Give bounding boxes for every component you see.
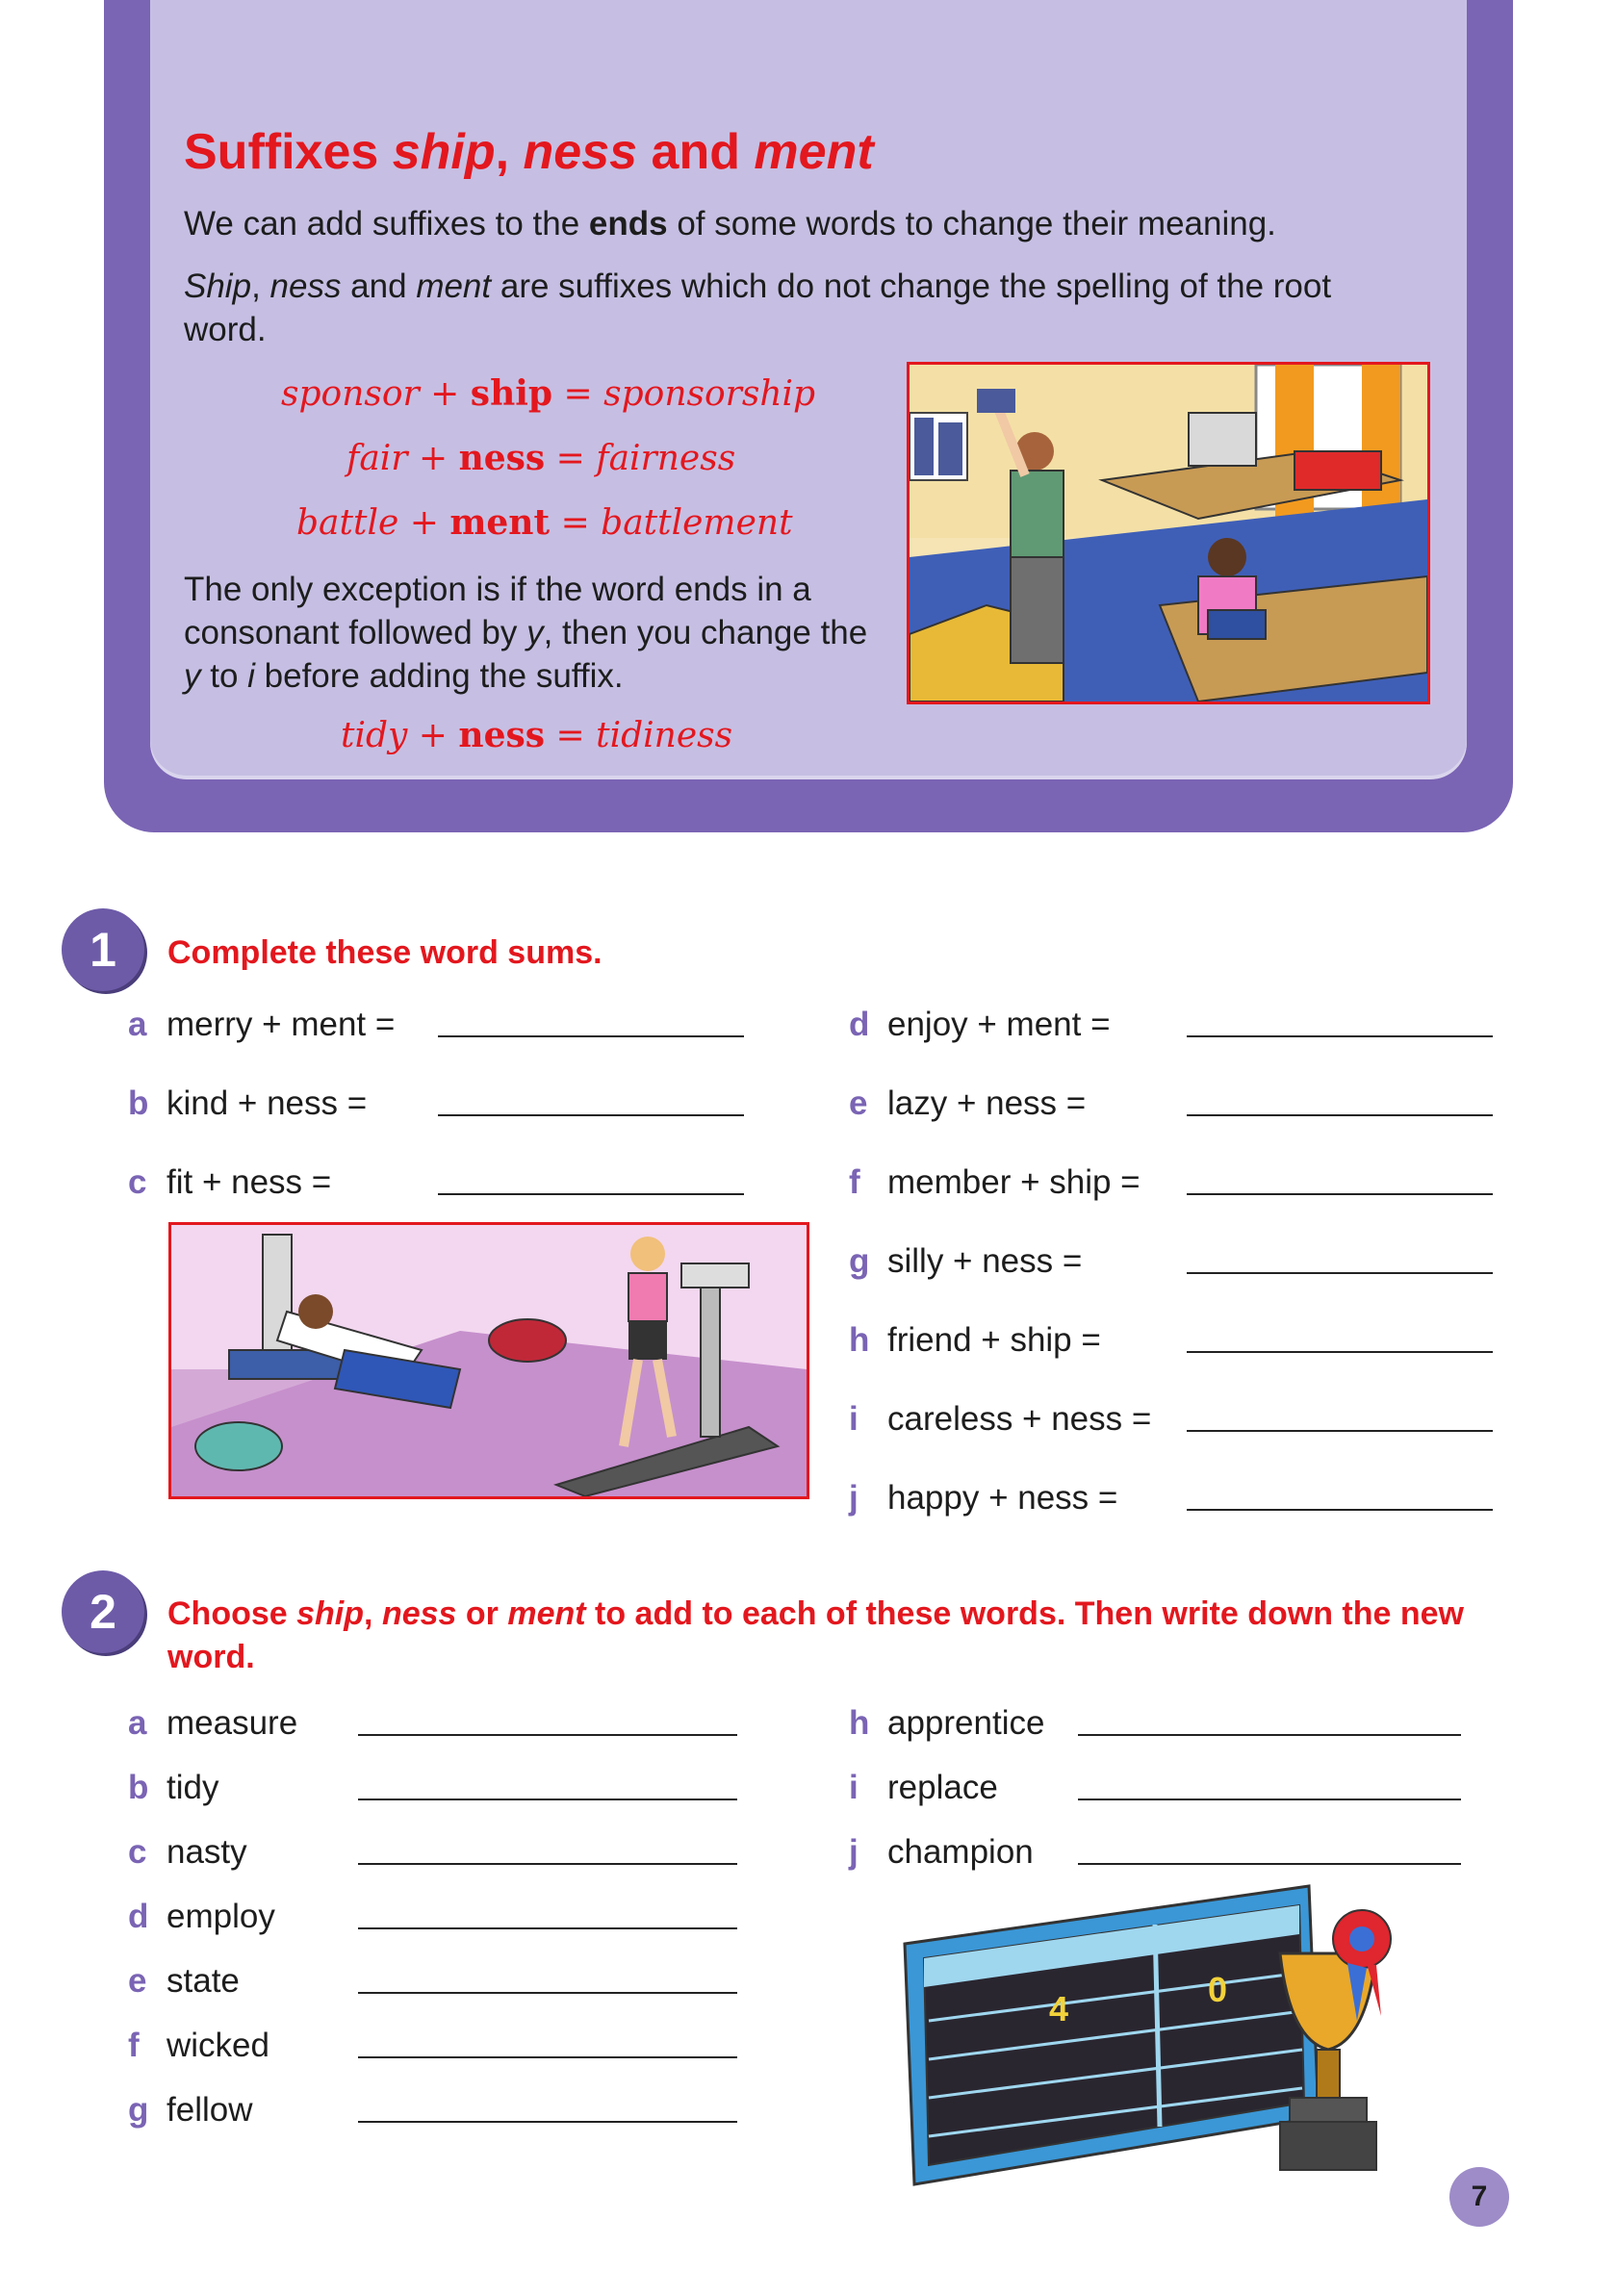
- exception-text: The only exception is if the word ends in a consonant followed by y, then you change the y to i before adding the suffix.: [184, 571, 868, 695]
- q2-answer-line-i[interactable]: [1078, 1799, 1461, 1800]
- rule-text: Ship, ness and ment are suffixes which do not change the spelling of the root word.: [184, 268, 1332, 348]
- q2-answer-line-g[interactable]: [358, 2121, 737, 2123]
- example-fairness: fair + ness = fairness: [346, 438, 736, 478]
- page-number: 7: [1449, 2167, 1509, 2227]
- q1-answer-line-h[interactable]: [1187, 1351, 1493, 1353]
- question-2-instruction: Choose ship, ness or ment to add to each of these words. Then write down the new word.: [167, 1595, 1464, 1675]
- q2-answer-line-e[interactable]: [358, 1992, 737, 1994]
- lesson-title: Suffixes ship, ness and ment: [184, 124, 874, 180]
- q2-answer-line-j[interactable]: [1078, 1863, 1461, 1865]
- question-number-1: 1: [62, 908, 144, 991]
- q2-answer-line-h[interactable]: [1078, 1734, 1461, 1736]
- example-sponsorship: sponsor + ship = sponsorship: [281, 373, 816, 414]
- q1-answer-line-j[interactable]: [1187, 1509, 1493, 1511]
- q1-answer-line-e[interactable]: [1187, 1114, 1493, 1116]
- q1-answer-line-c[interactable]: [438, 1193, 744, 1195]
- q1-answer-line-b[interactable]: [438, 1114, 744, 1116]
- q2-answer-line-d[interactable]: [358, 1927, 737, 1929]
- q2-answer-line-a[interactable]: [358, 1734, 737, 1736]
- question-number-2: 2: [62, 1570, 144, 1653]
- scoreboard-trophy-illustration: [895, 1876, 1415, 2194]
- q1-answer-line-f[interactable]: [1187, 1193, 1493, 1195]
- gym-illustration: [168, 1222, 809, 1499]
- q1-answer-line-d[interactable]: [1187, 1035, 1493, 1037]
- q1-answer-line-g[interactable]: [1187, 1272, 1493, 1274]
- scoreboard-home-score: 4: [1049, 1989, 1069, 2028]
- example-battlement: battle + ment = battlement: [296, 502, 793, 543]
- scoreboard-away-score: 0: [1208, 1970, 1228, 2009]
- q2-answer-line-b[interactable]: [358, 1799, 737, 1800]
- question-1-instruction: Complete these word sums.: [167, 934, 602, 971]
- q2-answer-line-c[interactable]: [358, 1863, 737, 1865]
- q1-answer-line-a[interactable]: [438, 1035, 744, 1037]
- q1-answer-line-i[interactable]: [1187, 1430, 1493, 1432]
- intro-text: We can add suffixes to the ends of some words to change their meaning.: [184, 205, 1276, 242]
- example-tidiness: tidy + ness = tidiness: [341, 715, 733, 755]
- office-illustration: [907, 362, 1430, 704]
- q2-answer-line-f[interactable]: [358, 2056, 737, 2058]
